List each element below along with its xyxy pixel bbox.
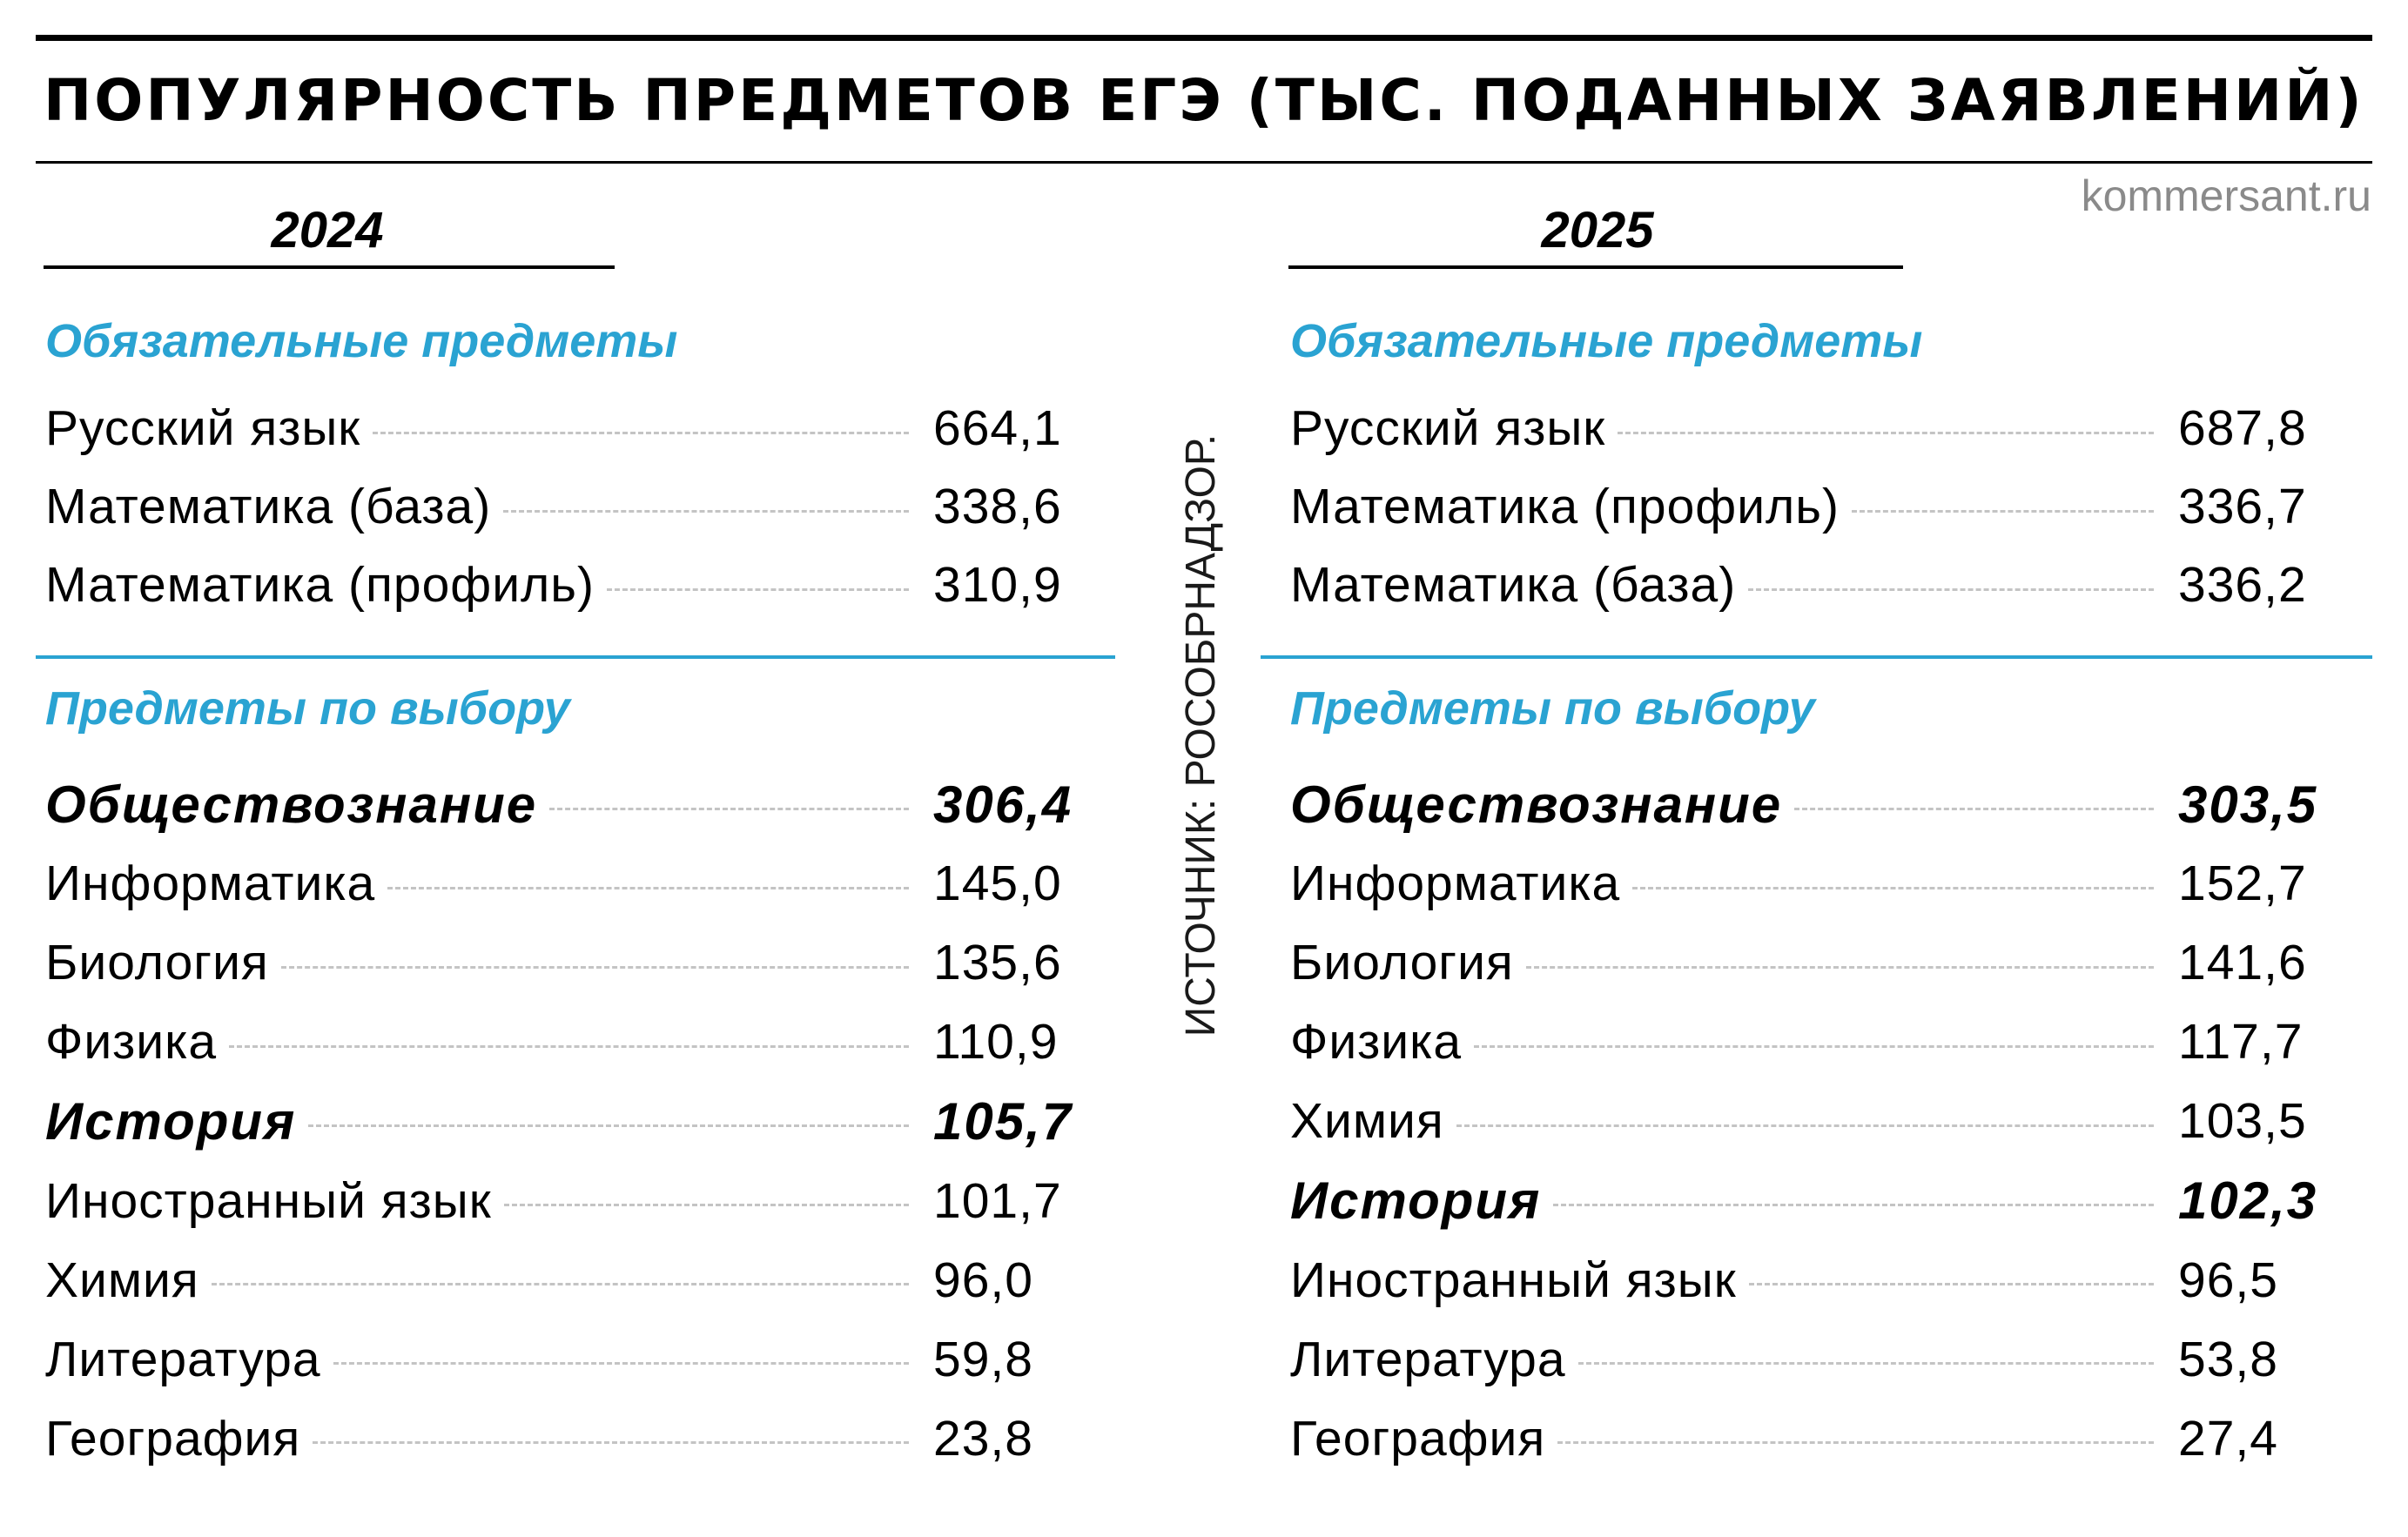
table-row <box>45 1166 1073 1236</box>
table-row <box>45 928 1073 997</box>
leader-dots <box>333 1362 909 1365</box>
year-rule-2024 <box>44 265 615 269</box>
table-2025 <box>1245 0 2377 1537</box>
subject-label: Химия <box>1290 1093 1444 1150</box>
table-row <box>45 1086 1073 1156</box>
subject-label: Биология <box>1290 935 1514 991</box>
section-divider-2024 <box>36 655 1115 659</box>
leader-dots <box>387 887 909 889</box>
subject-label: История <box>1290 1171 1542 1230</box>
subject-value: 306,4 <box>933 775 1073 834</box>
section-label-mandatory-2024: Обязательные предметы <box>45 315 678 367</box>
leader-dots <box>549 808 909 810</box>
subject-value: 152,7 <box>2178 856 2307 912</box>
leader-dots <box>607 588 909 591</box>
table-row <box>1290 1404 2317 1473</box>
table-2024 <box>0 0 1123 1537</box>
table-row <box>45 472 1073 541</box>
subject-value: 53,8 <box>2178 1331 2278 1387</box>
subject-value: 59,8 <box>933 1331 1033 1387</box>
subject-label: Информатика <box>45 856 376 912</box>
subject-label: Иностранный язык <box>1290 1252 1737 1308</box>
leader-dots <box>212 1283 909 1285</box>
subject-value: 103,5 <box>2178 1093 2307 1150</box>
chart-title: ПОПУЛЯРНОСТЬ ПРЕДМЕТОВ ЕГЭ (ТЫС. ПОДАННЫХ ЗАЯВЛЕНИЙ) <box>44 67 2364 134</box>
table-row <box>1290 393 2317 463</box>
year-rule-2025 <box>1288 265 1903 269</box>
subject-label: История <box>45 1091 297 1151</box>
subject-label: Обществознание <box>45 775 538 834</box>
subject-value: 310,9 <box>933 557 1062 613</box>
table-row <box>1290 769 2317 839</box>
subject-value: 117,7 <box>2178 1014 2304 1071</box>
subject-value: 105,7 <box>933 1091 1073 1151</box>
subject-value: 101,7 <box>933 1172 1062 1229</box>
section-label-elective-2025: Предметы по выбору <box>1290 682 1815 735</box>
table-row <box>45 1325 1073 1394</box>
year-label-2024: 2024 <box>271 202 384 258</box>
subject-value: 664,1 <box>933 400 1062 456</box>
table-row <box>1290 1245 2317 1315</box>
leader-dots <box>1748 588 2154 591</box>
subject-value: 141,6 <box>2178 935 2307 991</box>
table-row <box>1290 1086 2317 1156</box>
subject-label: Математика (база) <box>1290 557 1737 613</box>
table-row <box>45 550 1073 620</box>
table-row <box>45 1007 1073 1077</box>
leader-dots <box>1618 432 2154 434</box>
subject-value: 338,6 <box>933 479 1062 534</box>
subject-value: 336,7 <box>2178 479 2307 534</box>
subject-value: 96,0 <box>933 1252 1033 1308</box>
subject-value: 96,5 <box>2178 1252 2278 1308</box>
subject-label: Физика <box>1290 1014 1463 1071</box>
leader-dots <box>313 1441 909 1444</box>
subject-value: 102,3 <box>2178 1171 2318 1230</box>
leader-dots <box>229 1045 909 1048</box>
subject-value: 135,6 <box>933 935 1062 991</box>
subject-label: Информатика <box>1290 856 1621 912</box>
table-row <box>45 849 1073 918</box>
subject-value: 23,8 <box>933 1410 1033 1467</box>
leader-dots <box>1553 1204 2154 1206</box>
subject-label: Литература <box>45 1331 321 1387</box>
subject-label: География <box>45 1410 301 1467</box>
leader-dots <box>503 510 909 513</box>
subject-label: Русский язык <box>1290 400 1606 456</box>
table-row <box>45 393 1073 463</box>
subject-value: 687,8 <box>2178 400 2307 456</box>
table-row <box>1290 849 2317 918</box>
section-divider-2025 <box>1261 655 2372 659</box>
leader-dots <box>1794 808 2154 810</box>
table-row <box>1290 1325 2317 1394</box>
subject-value: 145,0 <box>933 856 1062 912</box>
subject-label: Математика (база) <box>45 479 492 534</box>
leader-dots <box>1474 1045 2154 1048</box>
year-label-2025: 2025 <box>1541 202 1654 258</box>
table-row <box>45 769 1073 839</box>
subject-value: 27,4 <box>2178 1410 2278 1467</box>
leader-dots <box>504 1204 909 1206</box>
subject-label: Литература <box>1290 1331 1566 1387</box>
section-label-elective-2024: Предметы по выбору <box>45 682 570 735</box>
table-row <box>1290 550 2317 620</box>
table-row <box>1290 472 2317 541</box>
subject-label: География <box>1290 1410 1546 1467</box>
table-row <box>1290 1007 2317 1077</box>
subject-label: Математика (профиль) <box>1290 479 1840 534</box>
subject-label: Обществознание <box>1290 775 1783 834</box>
subject-value: 336,2 <box>2178 557 2307 613</box>
subject-label: Математика (профиль) <box>45 557 595 613</box>
leader-dots <box>1632 887 2154 889</box>
subject-label: Русский язык <box>45 400 361 456</box>
leader-dots <box>1852 510 2154 513</box>
source-brand: kommersant.ru <box>2081 171 2371 220</box>
leader-dots <box>1526 966 2154 969</box>
subject-label: Химия <box>45 1252 199 1308</box>
table-row <box>1290 928 2317 997</box>
table-row <box>1290 1166 2317 1236</box>
source-note: ИСТОЧНИК: РОСОБРНАДЗОР. <box>1178 433 1224 1037</box>
section-label-mandatory-2025: Обязательные предметы <box>1290 315 1923 367</box>
subject-label: Иностранный язык <box>45 1172 492 1229</box>
leader-dots <box>308 1124 909 1127</box>
leader-dots <box>1557 1441 2154 1444</box>
subject-value: 110,9 <box>933 1014 1059 1071</box>
leader-dots <box>1578 1362 2154 1365</box>
leader-dots <box>373 432 909 434</box>
subject-label: Биология <box>45 935 269 991</box>
leader-dots <box>1456 1124 2154 1127</box>
subject-value: 303,5 <box>2178 775 2318 834</box>
leader-dots <box>1749 1283 2154 1285</box>
subject-label: Физика <box>45 1014 218 1071</box>
table-row <box>45 1245 1073 1315</box>
table-row <box>45 1404 1073 1473</box>
leader-dots <box>281 966 909 969</box>
